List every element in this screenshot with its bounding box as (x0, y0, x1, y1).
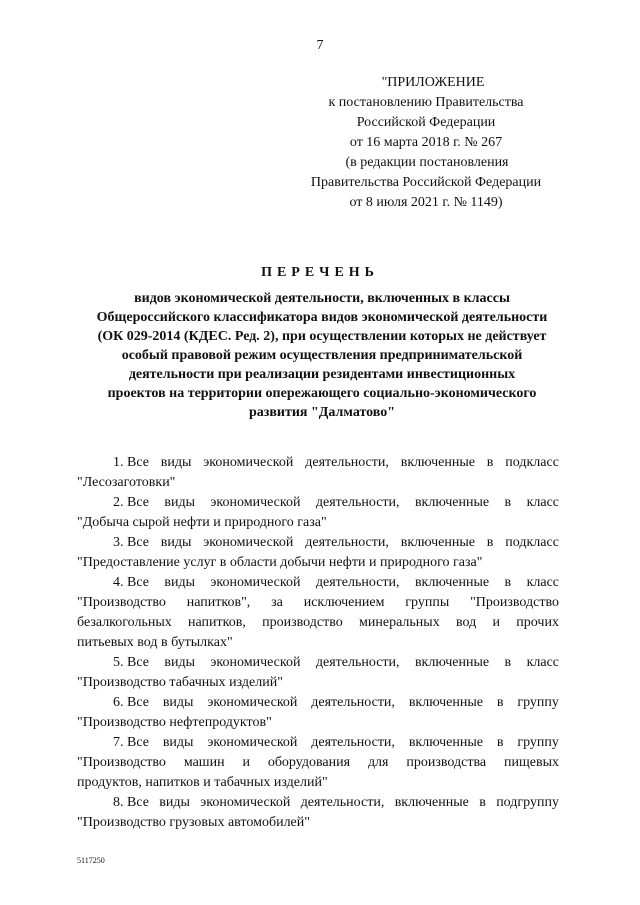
word: в (504, 655, 512, 670)
item-line: "Производство табачных изделий" (77, 675, 283, 690)
word: включенные (408, 695, 483, 710)
item-line: "Производство грузовых автомобилей" (77, 815, 310, 830)
word: 8. Все (113, 795, 149, 810)
item-list (77, 453, 559, 833)
word: "Производство (77, 595, 166, 610)
word: 4. Все (113, 575, 149, 590)
word: включенные (414, 575, 490, 590)
appendix-line: (в редакции постановления (345, 155, 509, 170)
word: экономической (207, 695, 298, 710)
subtitle-line: проектов на территории опережающего социально-экономического (107, 386, 537, 401)
item-line (77, 593, 559, 613)
item-line (77, 693, 559, 713)
appendix-heading: "ПРИЛОЖЕНИЕ (381, 75, 485, 90)
word: группы (405, 595, 450, 610)
word: класс (526, 575, 559, 590)
document-code: 5117250 (77, 856, 105, 865)
word: виды (160, 455, 192, 470)
word: виды (162, 735, 194, 750)
word: и (492, 615, 500, 630)
word: прочих (516, 615, 559, 630)
word: включенные (408, 735, 483, 750)
word: деятельности, (305, 455, 389, 470)
item-line (77, 753, 559, 773)
word: и (242, 755, 250, 770)
word: класс (526, 495, 559, 510)
word: "Производство (470, 595, 559, 610)
word: класс (526, 655, 559, 670)
word: "Производство (77, 755, 166, 770)
word: деятельности, (311, 695, 395, 710)
page-number: 7 (316, 38, 324, 53)
word: исключением (303, 595, 385, 610)
word: деятельности, (311, 735, 395, 750)
word: включенные (400, 535, 475, 550)
item-line (77, 733, 559, 753)
word: для (367, 755, 389, 770)
word: в (486, 535, 494, 550)
word: машин (183, 755, 225, 770)
item-line: продуктов, напитков и табачных изделий" (77, 775, 328, 790)
item-line (77, 793, 559, 813)
word: 3. Все (113, 535, 149, 550)
word: в (496, 735, 504, 750)
word: деятельности, (305, 535, 389, 550)
list-item (77, 493, 559, 533)
word: деятельности, (300, 795, 385, 810)
word: минеральных (359, 615, 440, 630)
word: 7. Все (113, 735, 149, 750)
word: в (496, 695, 504, 710)
word: подкласс (505, 535, 559, 550)
word: экономической (210, 495, 301, 510)
list-item (77, 693, 559, 733)
word: в (486, 455, 494, 470)
word: экономической (210, 575, 301, 590)
word: виды (159, 795, 190, 810)
item-line: питьевых вод в бутылках" (77, 635, 233, 650)
word: виды (164, 495, 195, 510)
item-line: "Производство нефтепродуктов" (77, 715, 272, 730)
document-subtitle (74, 289, 570, 422)
subtitle-line: Общероссийского классификатора видов экономической деятельности (96, 310, 548, 325)
word: 1. Все (113, 455, 149, 470)
list-item (77, 793, 559, 833)
word: безалкогольных (77, 615, 172, 630)
item-line (77, 653, 559, 673)
word: экономической (210, 655, 301, 670)
subtitle-line: развития "Далматово" (248, 405, 396, 420)
word: группу (517, 735, 559, 750)
word: экономической (203, 535, 294, 550)
word: подкласс (505, 455, 559, 470)
word: напитков", (186, 595, 251, 610)
word: 6. Все (113, 695, 149, 710)
appendix-line: к постановлению Правительства (328, 95, 524, 110)
word: деятельности, (315, 655, 400, 670)
list-item (77, 733, 559, 793)
word: 5. Все (113, 655, 149, 670)
item-line (77, 573, 559, 593)
appendix-line: Правительства Российской Федерации (310, 175, 542, 190)
word: группу (517, 695, 559, 710)
word: в (504, 575, 512, 590)
word: виды (162, 695, 194, 710)
word: пищевых (503, 755, 559, 770)
word: включенные (414, 495, 490, 510)
word: производство (262, 615, 343, 630)
word: виды (164, 655, 195, 670)
list-item (77, 453, 559, 493)
item-line (77, 533, 559, 553)
word: экономической (203, 455, 294, 470)
word: подгруппу (496, 795, 559, 810)
word: 2. Все (113, 495, 149, 510)
word: за (271, 595, 283, 610)
appendix-line: Российской Федерации (356, 115, 496, 130)
appendix-line: от 16 марта 2018 г. № 267 (349, 135, 503, 150)
word: деятельности, (315, 495, 400, 510)
word: деятельности, (315, 575, 400, 590)
list-item (77, 653, 559, 693)
item-line (77, 453, 559, 473)
word: включенные (414, 655, 490, 670)
word: вод (455, 615, 477, 630)
item-line (77, 493, 559, 513)
word: напитков, (188, 615, 246, 630)
item-line: "Добыча сырой нефти и природного газа" (77, 515, 327, 530)
word: включенные (400, 455, 475, 470)
subtitle-line: деятельности при реализации резидентами инвестиционных (128, 367, 516, 382)
word: экономической (200, 795, 291, 810)
word: виды (164, 575, 195, 590)
word: включенные (394, 795, 469, 810)
subtitle-line: особый правовой режим осуществления предпринимательской (121, 348, 523, 363)
word: оборудования (267, 755, 351, 770)
item-line (77, 613, 559, 633)
appendix-block (290, 73, 562, 213)
subtitle-line: (ОК 029-2014 (КДЕС. Ред. 2), при осуществлении которых не действует (97, 329, 547, 344)
word: в (479, 795, 486, 810)
list-item (77, 573, 559, 653)
item-line: "Предоставление услуг в области добычи нефти и природного газа" (77, 555, 483, 570)
word: виды (160, 535, 192, 550)
document-title: ПЕРЕЧЕНЬ (261, 265, 379, 280)
item-line: "Лесозаготовки" (77, 475, 176, 490)
subtitle-line: видов экономической деятельности, включенных в классы (134, 291, 510, 306)
word: экономической (207, 735, 298, 750)
list-item (77, 533, 559, 573)
appendix-line: от 8 июля 2021 г. № 1149) (349, 195, 503, 210)
word: производства (406, 755, 487, 770)
word: в (504, 495, 512, 510)
